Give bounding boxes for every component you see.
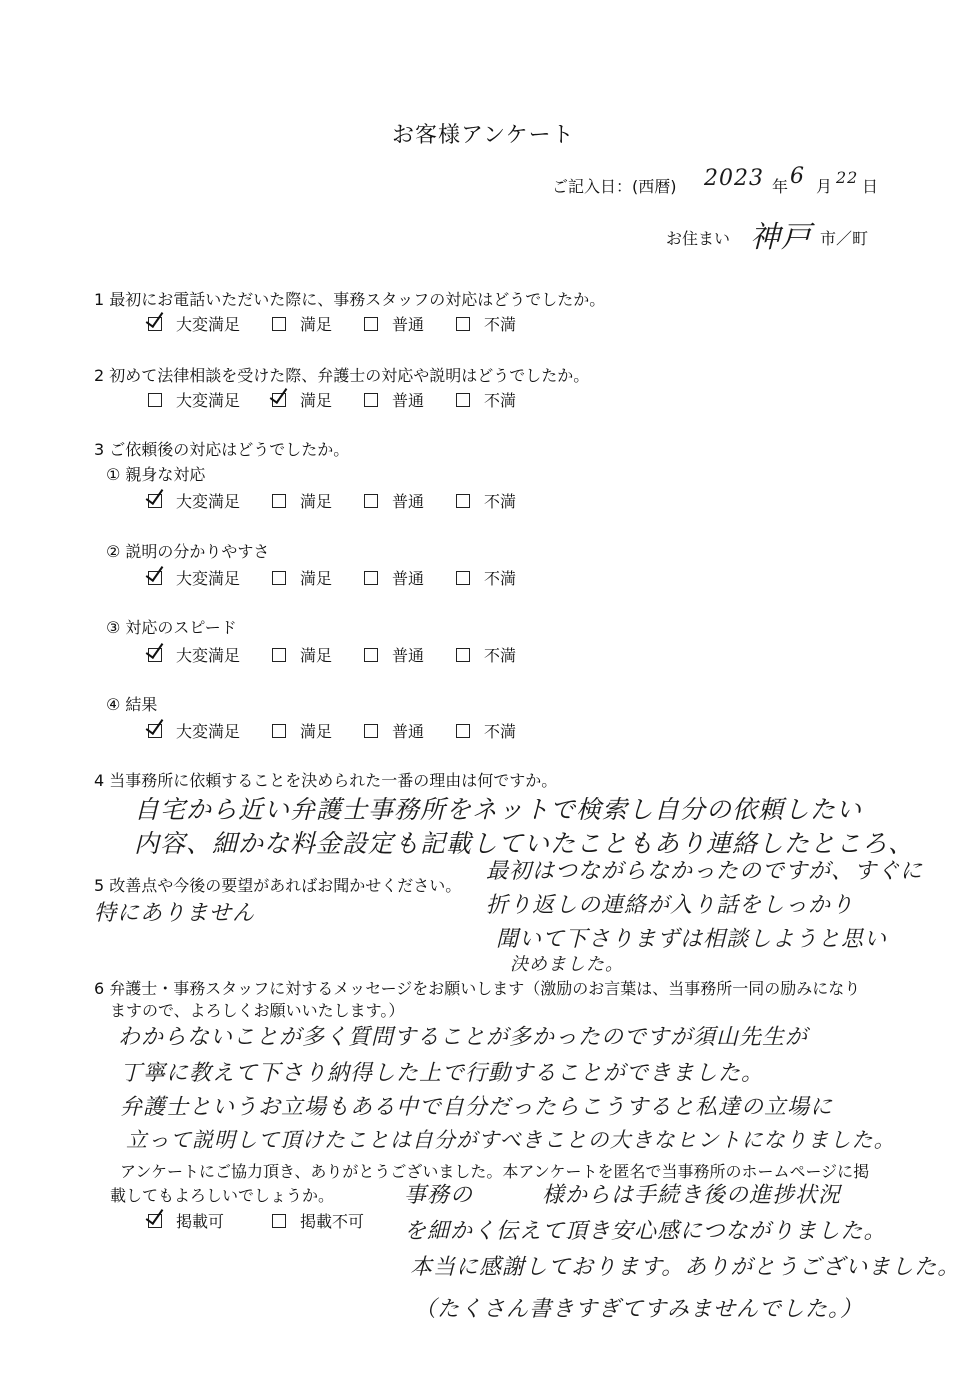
- page-title: お客様アンケート: [392, 123, 575, 148]
- option-label: 不満: [484, 391, 517, 410]
- date-prefix: ご記入日：(西暦): [552, 177, 677, 196]
- option-label: 普通: [392, 492, 425, 511]
- option-label: 満足: [300, 646, 333, 665]
- q4-continuation-line-4: 決めました。: [510, 954, 624, 975]
- publish-options: [148, 1209, 396, 1232]
- date-year-unit: 年: [772, 177, 789, 196]
- q6-answer-line-2: 丁寧に教えて下さり納得した上で行動することができました。: [120, 1061, 765, 1086]
- option-label: 普通: [392, 722, 425, 741]
- residence-value: 神戸: [750, 220, 812, 255]
- q3-1-checkbox-dissatisfied[interactable]: [456, 494, 470, 508]
- option-label: 不満: [484, 315, 517, 334]
- option-label: 満足: [300, 391, 333, 410]
- question-4: 4 当事務所に依頼することを決められた一番の理由は何ですか。: [94, 771, 558, 790]
- question-3-sub-4: ④ 結果: [106, 695, 158, 714]
- q6-answer-line-3: 弁護士というお立場もある中で自分だったらこうすると私達の立場に: [120, 1095, 834, 1120]
- question-3: 3 ご依頼後の対応はどうでしたか。: [94, 440, 350, 459]
- residence-suffix: 市／町: [820, 229, 869, 248]
- option-label: 普通: [392, 391, 425, 410]
- option-label: 満足: [300, 492, 333, 511]
- q4-continuation-line-1: 最初はつながらなかったのですが、すぐに: [486, 859, 924, 884]
- q2-checkbox-dissatisfied[interactable]: [456, 393, 470, 407]
- q3-2-checkbox-normal[interactable]: [364, 571, 378, 585]
- q3-1-checkbox-very-satisfied[interactable]: [148, 494, 162, 508]
- q3-4-checkbox-normal[interactable]: [364, 724, 378, 738]
- q4-answer-line-2: 内容、細かな料金設定も記載していたこともあり連絡したところ、: [134, 829, 915, 858]
- question-1: 1 最初にお電話いただいた際に、事務スタッフの対応はどうでしたか。: [94, 290, 606, 309]
- closing-line-2: を細かく伝えて頂き安心感につながりました。: [404, 1219, 887, 1244]
- option-label: 満足: [300, 315, 333, 334]
- publish-text-line-1: アンケートにご協力頂き、ありがとうございました。本アンケートを匿名で当事務所のホームページに掲: [120, 1162, 870, 1181]
- q4-continuation-line-2: 折り返しの連絡が入り話をしっかり: [486, 893, 855, 918]
- q3-4-checkbox-very-satisfied[interactable]: [148, 724, 162, 738]
- q4-continuation-line-3: 聞いて下さりまずは相談しようと思い: [496, 927, 888, 952]
- q1-options: [148, 312, 548, 335]
- date-year: 2023: [704, 166, 764, 191]
- question-3-sub-1: ① 親身な対応: [106, 465, 206, 484]
- residence-label: お住まい: [666, 229, 731, 248]
- option-label: 不満: [484, 569, 517, 588]
- closing-line-4: （たくさん書きすぎてすみませんでした。）: [414, 1297, 864, 1322]
- q1-checkbox-satisfied[interactable]: [272, 317, 286, 331]
- q3-4-checkbox-satisfied[interactable]: [272, 724, 286, 738]
- q1-checkbox-normal[interactable]: [364, 317, 378, 331]
- q3-2-checkbox-satisfied[interactable]: [272, 571, 286, 585]
- question-6-line-1: 6 弁護士・事務スタッフに対するメッセージをお願いします（激励のお言葉は、当事務所一同の励みになり: [94, 979, 861, 998]
- option-label: 大変満足: [176, 492, 241, 511]
- q3-3-checkbox-normal[interactable]: [364, 648, 378, 662]
- option-label: 大変満足: [176, 569, 241, 588]
- publish-yes-label: 掲載可: [176, 1212, 225, 1231]
- publish-text-line-2: 載してもよろしいでしょうか。: [110, 1186, 335, 1205]
- option-label: 満足: [300, 722, 333, 741]
- closing-line-1: 事務の 様からは手続き後の進捗状況: [404, 1183, 842, 1208]
- q2-checkbox-normal[interactable]: [364, 393, 378, 407]
- date-month: 6: [790, 164, 805, 189]
- q2-checkbox-satisfied[interactable]: [272, 393, 286, 407]
- q3-3-checkbox-dissatisfied[interactable]: [456, 648, 470, 662]
- option-label: 満足: [300, 569, 333, 588]
- publish-no-label: 掲載不可: [300, 1212, 365, 1231]
- q3-4-options: [148, 719, 548, 742]
- q2-options: [148, 388, 548, 411]
- question-5: 5 改善点や今後の要望があればお聞かせください。: [94, 876, 462, 895]
- question-3-sub-3: ③ 対応のスピード: [106, 618, 237, 637]
- q3-2-options: [148, 566, 548, 589]
- option-label: 普通: [392, 646, 425, 665]
- q3-4-checkbox-dissatisfied[interactable]: [456, 724, 470, 738]
- option-label: 大変満足: [176, 722, 241, 741]
- option-label: 大変満足: [176, 646, 241, 665]
- q3-1-checkbox-normal[interactable]: [364, 494, 378, 508]
- q3-3-options: [148, 643, 548, 666]
- q6-answer-line-4: 立って説明して頂けたことは自分がすべきことの大きなヒントになりました。: [126, 1128, 896, 1152]
- q6-answer-line-1: わからないことが多く質問することが多かったのですが須山先生が: [118, 1025, 809, 1050]
- q3-2-checkbox-very-satisfied[interactable]: [148, 571, 162, 585]
- q1-checkbox-dissatisfied[interactable]: [456, 317, 470, 331]
- q3-2-checkbox-dissatisfied[interactable]: [456, 571, 470, 585]
- publish-no-checkbox[interactable]: [272, 1214, 286, 1228]
- option-label: 不満: [484, 492, 517, 511]
- publish-yes-checkbox[interactable]: [148, 1214, 162, 1228]
- question-3-sub-2: ② 説明の分かりやすさ: [106, 542, 270, 561]
- question-6-line-2: ますので、よろしくお願いいたします。）: [110, 1001, 405, 1020]
- question-2: 2 初めて法律相談を受けた際、弁護士の対応や説明はどうでしたか。: [94, 366, 590, 385]
- option-label: 不満: [484, 722, 517, 741]
- q3-3-checkbox-very-satisfied[interactable]: [148, 648, 162, 662]
- q3-1-checkbox-satisfied[interactable]: [272, 494, 286, 508]
- date-day: 22: [836, 168, 859, 187]
- option-label: 普通: [392, 315, 425, 334]
- q4-answer-line-1: 自宅から近い弁護士事務所をネットで検索し自分の依頼したい: [134, 795, 863, 824]
- date-month-unit: 月: [816, 177, 833, 196]
- q3-3-checkbox-satisfied[interactable]: [272, 648, 286, 662]
- q2-checkbox-very-satisfied[interactable]: [148, 393, 162, 407]
- date-day-unit: 日: [862, 177, 879, 196]
- option-label: 不満: [484, 646, 517, 665]
- q1-checkbox-very-satisfied[interactable]: [148, 317, 162, 331]
- option-label: 大変満足: [176, 391, 241, 410]
- option-label: 普通: [392, 569, 425, 588]
- q3-1-options: [148, 489, 548, 512]
- q5-answer: 特にありません: [94, 901, 256, 926]
- closing-line-3: 本当に感謝しております。ありがとうございました。: [410, 1255, 961, 1280]
- option-label: 大変満足: [176, 315, 241, 334]
